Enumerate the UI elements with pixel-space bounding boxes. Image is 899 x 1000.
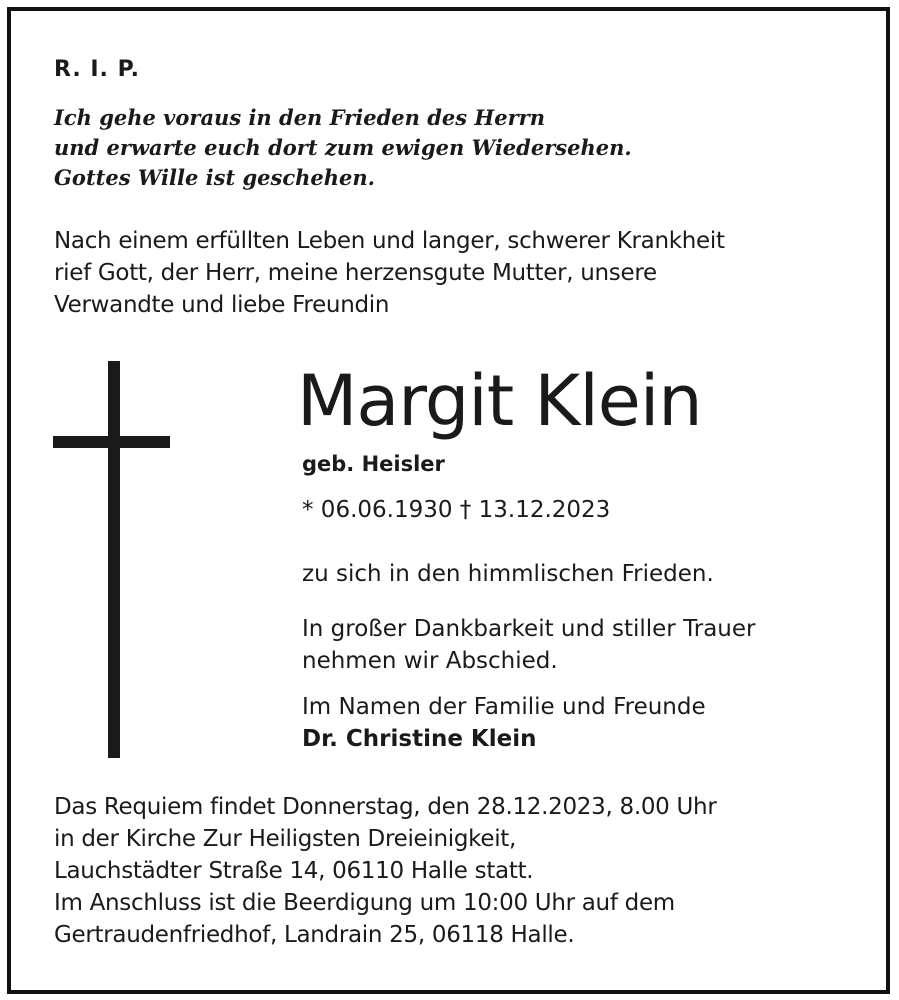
farewell-line: In großer Dankbarkeit und stiller Trauer bbox=[302, 616, 756, 642]
bible-verse bbox=[54, 103, 632, 193]
obituary-notice bbox=[7, 7, 890, 994]
farewell-line: nehmen wir Abschied. bbox=[302, 648, 558, 674]
details-line: Lauchstädter Straße 14, 06110 Halle statt. bbox=[54, 858, 534, 884]
intro-line: rief Gott, der Herr, meine herzensgute Mutter, unsere bbox=[54, 260, 657, 286]
deceased-name: Margit Klein bbox=[297, 360, 702, 442]
rip-heading: R. I. P. bbox=[54, 57, 141, 82]
intro-line: Verwandte und liebe Freundin bbox=[54, 292, 390, 318]
verse-line: Gottes Wille ist geschehen. bbox=[54, 165, 375, 190]
details-line: Im Anschluss ist die Beerdigung um 10:00 Uhr auf dem bbox=[54, 890, 675, 916]
signature-block bbox=[302, 691, 706, 755]
details-line: Das Requiem findet Donnerstag, den 28.12.2023, 8.00 Uhr bbox=[54, 794, 717, 820]
intro-text bbox=[54, 225, 725, 321]
verse-line: Ich gehe voraus in den Frieden des Herrn bbox=[54, 105, 545, 130]
farewell-text bbox=[302, 613, 755, 677]
details-line: Gertraudenfriedhof, Landrain 25, 06118 Halle. bbox=[54, 922, 575, 948]
maiden-name: geb. Heisler bbox=[302, 452, 445, 476]
life-dates: * 06.06.1930 † 13.12.2023 bbox=[302, 497, 611, 523]
verse-line: und erwarte euch dort zum ewigen Wiedersehen. bbox=[54, 135, 632, 160]
cross-horizontal-bar bbox=[53, 436, 170, 448]
details-line: in der Kirche Zur Heiligsten Dreieinigkeit, bbox=[54, 826, 517, 852]
peace-text: zu sich in den himmlischen Frieden. bbox=[302, 561, 714, 587]
service-details bbox=[54, 791, 716, 951]
cross-vertical-bar bbox=[108, 361, 120, 758]
on-behalf-text: Im Namen der Familie und Freunde bbox=[302, 694, 706, 720]
signer-name: Dr. Christine Klein bbox=[302, 726, 537, 752]
intro-line: Nach einem erfüllten Leben und langer, schwerer Krankheit bbox=[54, 228, 725, 254]
